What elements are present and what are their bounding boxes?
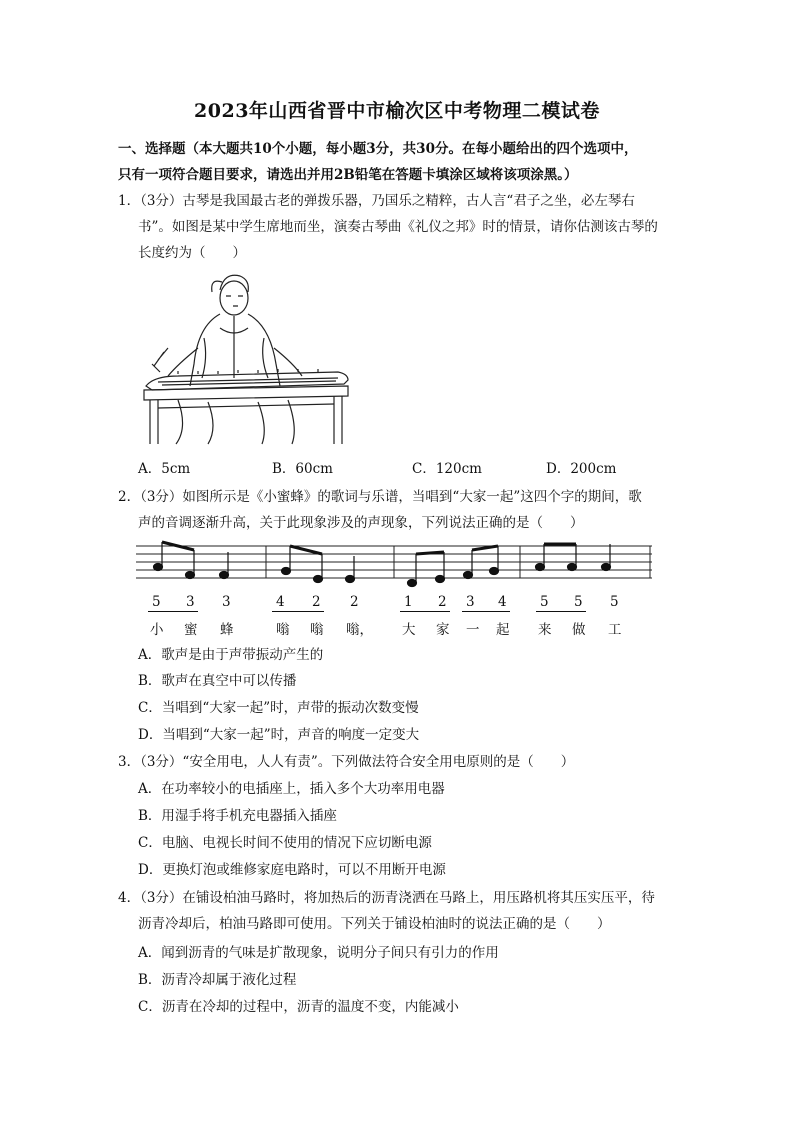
question-2-option-a[interactable]: A．歌声是由于声带振动产生的 bbox=[138, 647, 324, 663]
question-2-option-c[interactable]: C．当唱到“大家一起”时，声带的振动次数变慢 bbox=[138, 700, 419, 716]
note-number: 5 bbox=[610, 594, 619, 610]
note-number: 3 bbox=[466, 594, 475, 610]
note-number: 2 bbox=[438, 594, 447, 610]
note-number: 5 bbox=[540, 594, 549, 610]
question-1-option-d[interactable]: D．200cm bbox=[546, 461, 617, 477]
question-1-option-b[interactable]: B．60cm bbox=[272, 461, 333, 477]
question-3 bbox=[118, 749, 678, 775]
question-1-option-c[interactable]: C．120cm bbox=[412, 461, 482, 477]
page-title: 2023年山西省晋中市榆次区中考物理二模试卷 bbox=[194, 100, 600, 122]
question-2-line-2: 声的音调逐渐升高，关于此现象涉及的声现象，下列说法正确的是（ ） bbox=[138, 515, 584, 531]
eighth-note-underline bbox=[148, 611, 198, 612]
question-1-line-1: 1．（3分）古琴是我国最古老的弹拨乐器，乃国乐之精粹，古人言“君子之坐，必左琴右 bbox=[118, 193, 635, 209]
note-number: 3 bbox=[186, 594, 195, 610]
eighth-note-underline bbox=[272, 611, 324, 612]
question-3-option-a[interactable]: A．在功率较小的电插座上，插入多个大功率用电器 bbox=[138, 781, 445, 797]
question-4-option-a[interactable]: A．闻到沥青的气味是扩散现象，说明分子间只有引力的作用 bbox=[138, 945, 499, 961]
question-3-option-b[interactable]: B．用湿手将手机充电器插入插座 bbox=[138, 808, 337, 824]
question-1 bbox=[118, 188, 678, 266]
note-number: 2 bbox=[312, 594, 321, 610]
lyric: 蜜 bbox=[184, 622, 198, 638]
note-number: 3 bbox=[222, 594, 231, 610]
note-number: 4 bbox=[276, 594, 285, 610]
lyric: 工 bbox=[608, 622, 622, 638]
lyric: 嗡 bbox=[276, 622, 290, 638]
lyric: 起 bbox=[496, 622, 510, 638]
lyric: 做 bbox=[572, 622, 586, 638]
lyric: 一 bbox=[466, 622, 480, 638]
question-1-line-3: 长度约为（ ） bbox=[138, 245, 246, 261]
question-2 bbox=[118, 484, 678, 536]
section-heading-line-1: 一、选择题（本大题共10个小题，每小题3分，共30分。在每小题给出的四个选项中， bbox=[118, 141, 638, 157]
question-3-option-c[interactable]: C．电脑、电视长时间不使用的情况下应切断电源 bbox=[138, 835, 432, 851]
lyric: 嗡， bbox=[346, 622, 373, 638]
question-4-line-1: 4．（3分）在铺设柏油马路时，将加热后的沥青浇洒在马路上，用压路机将其压实压平，待 bbox=[118, 890, 655, 906]
eighth-note-underline bbox=[462, 611, 510, 612]
lyric: 来 bbox=[538, 622, 552, 638]
question-4-line-2: 沥青冷却后，柏油马路即可使用。下列关于铺设柏油时的说法正确的是（ ） bbox=[138, 916, 611, 932]
note-number: 5 bbox=[574, 594, 583, 610]
lyric: 大 bbox=[402, 622, 416, 638]
guqin-player-illustration bbox=[138, 268, 352, 448]
question-2-option-b[interactable]: B．歌声在真空中可以传播 bbox=[138, 673, 297, 689]
question-3-line-1: 3．（3分）“安全用电，人人有责”。下列做法符合安全用电原则的是（ ） bbox=[118, 754, 575, 770]
question-1-option-a[interactable]: A．5cm bbox=[138, 461, 191, 477]
lyric: 家 bbox=[436, 622, 450, 638]
numbered-notation bbox=[136, 594, 652, 638]
question-2-option-d[interactable]: D．当唱到“大家一起”时，声音的响度一定变大 bbox=[138, 727, 420, 743]
eighth-note-underline bbox=[400, 611, 450, 612]
note-number: 1 bbox=[404, 594, 413, 610]
question-2-line-1: 2．（3分）如图所示是《小蜜蜂》的歌词与乐谱，当唱到“大家一起”这四个字的期间，歌 bbox=[118, 489, 642, 505]
question-1-line-2: 书”。如图是某中学生席地而坐，演奏古琴曲《礼仪之邦》时的情景，请你估测该古琴的 bbox=[138, 219, 658, 235]
music-staff bbox=[136, 540, 652, 588]
question-4 bbox=[118, 885, 678, 937]
section-heading-line-2: 只有一项符合题目要求，请选出并用2B铅笔在答题卡填涂区域将该项涂黑。） bbox=[118, 167, 578, 183]
eighth-note-underline bbox=[536, 611, 586, 612]
note-number: 4 bbox=[498, 594, 507, 610]
note-number: 5 bbox=[152, 594, 161, 610]
question-4-option-b[interactable]: B．沥青冷却属于液化过程 bbox=[138, 972, 297, 988]
lyric: 嗡 bbox=[310, 622, 324, 638]
lyric: 蜂 bbox=[220, 622, 234, 638]
section-heading bbox=[118, 136, 678, 188]
question-4-option-c[interactable]: C．沥青在冷却的过程中，沥青的温度不变，内能减小 bbox=[138, 999, 459, 1015]
lyric: 小 bbox=[150, 622, 164, 638]
question-3-option-d[interactable]: D．更换灯泡或维修家庭电路时，可以不用断开电源 bbox=[138, 862, 446, 878]
note-number: 2 bbox=[350, 594, 359, 610]
